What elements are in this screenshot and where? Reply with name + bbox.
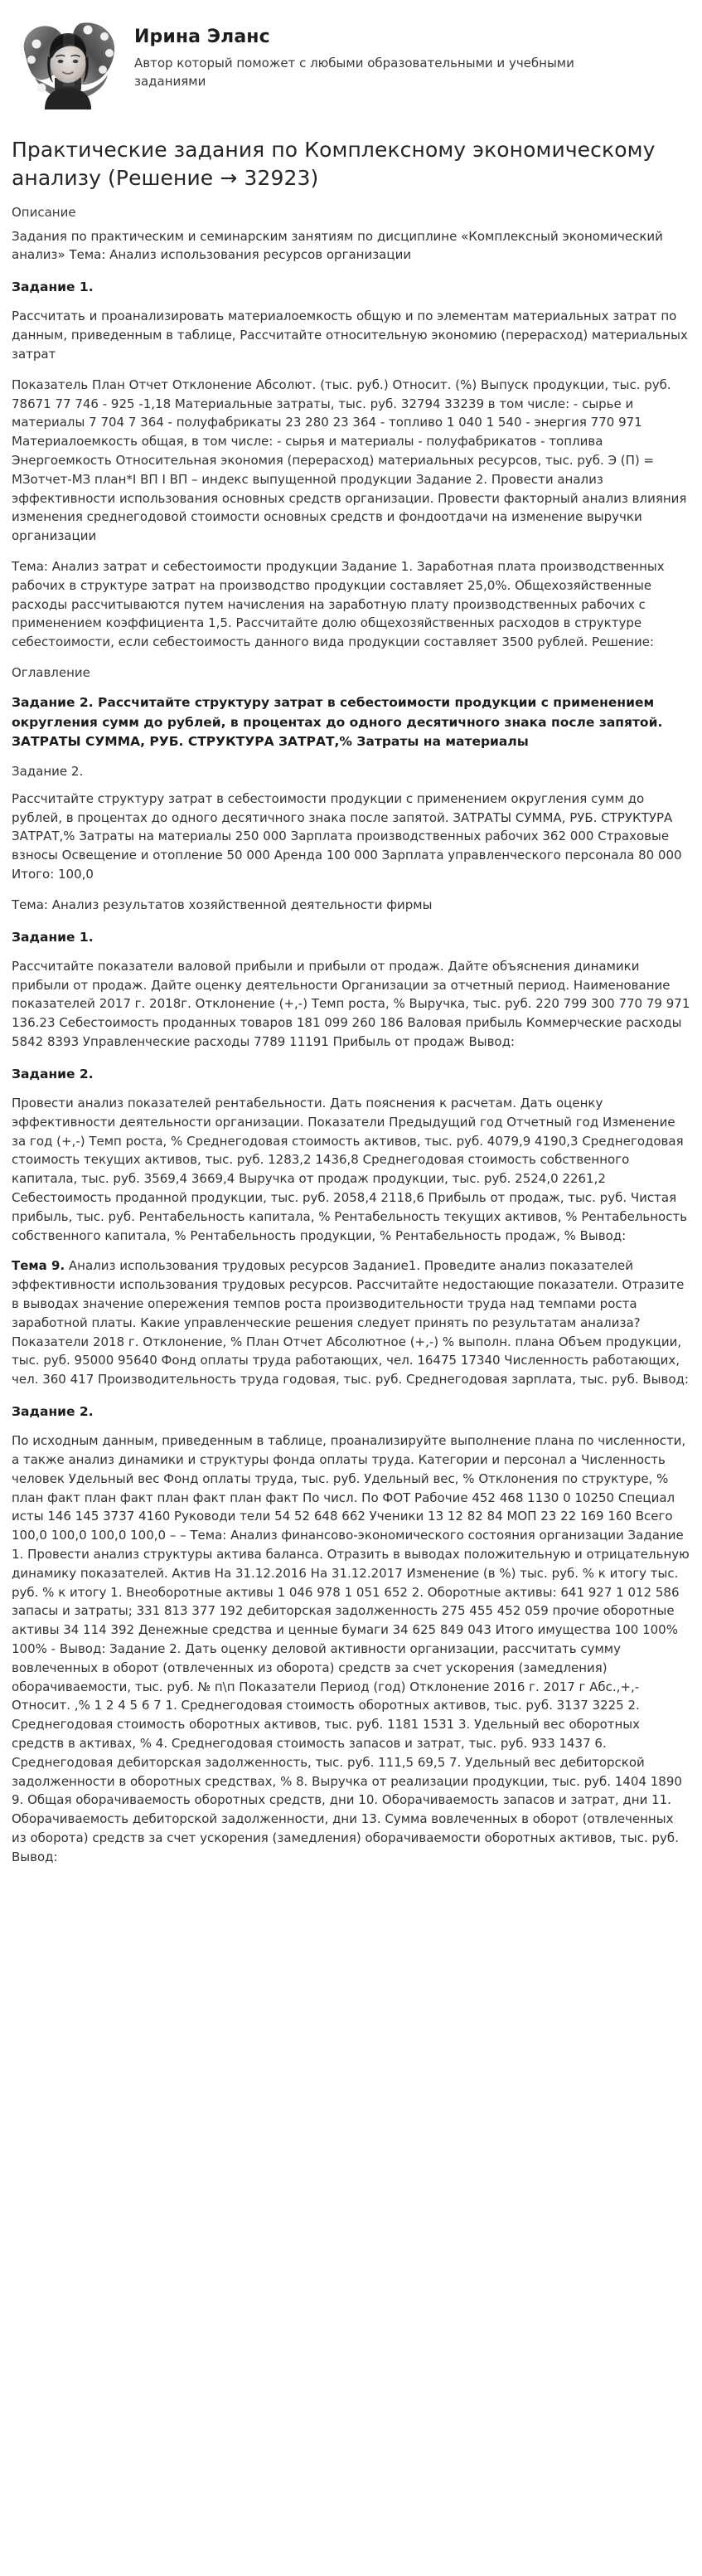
results-task-2-body: Провести анализ показателей рентабельности. Дать пояснения к расчетам. Дать оценку эффективности деятельности организации. Показатели Предыдущий год Отчетный год Изменение за год (+,-) Темп роста, % Среднегодовая стоимость активов, тыс. руб. 4079,9 4190,3 Среднегодовая стоимость текущих активов, тыс. руб. 1283,2 1436,8 Среднегодовая стоимость собственного капитала, тыс. руб. 3569,4 3669,4 Выручка от продаж продукции, тыс. руб. 2524,0 2261,2 Себестоимость проданной продукции, тыс. руб. 2058,4 2118,6 Прибыль от продаж, тыс. руб. Чистая прибыль, тыс. руб. Рентабельность капитала, % Рентабельность текущих активов, % Рентабельность собственного капитала, % Рентабельность продукции, % Рентабельность продаж, % Вывод: [12,1096,688,1243]
theme-9-task-2-heading: Задание 2. [12,1404,94,1420]
intro-paragraph: Задания по практическим и семинарским занятиям по дисциплине «Комплексный экономический анализ» Тема: Анализ использования ресурсов организации [12,228,663,263]
author-header [12,13,690,118]
task-1-data-table-text: Показатель План Отчет Отклонение Абсолют. (тыс. руб.) Относит. (%) Выпуск продукции, тыс. руб. 78671 77 746 - 925 -1,18 Материальные затраты, тыс. руб. 32794 33239 в том числе: - сырье и материалы 7 704 7 364 - полуфабрикаты 23 280 23 364 - топливо 1 040 1 540 - энергия 770 971 Материалоемкость общая, в том числе: - сырья и материалы - полуфабрикатов - топлива Энергоемкость Относительная экономия (перерасход) материальных ресурсов, тыс. руб. Э (П) = МЗотчет-МЗ план*I ВП I ВП – индекс выпущенной продукции Задание 2. Провести анализ эффективности использования основных средств организации. Провести факторный анализ влияния изменения среднегодовой стоимости основных средств и фондоотдачи на изменение выручки организации [12,377,687,544]
author-name: Ирина Эланс [134,27,270,47]
task-2-subheading: Задание 2. [12,764,84,780]
theme-results-label: Тема: Анализ результатов хозяйственной деятельности фирмы [12,897,433,912]
task-2-body: Рассчитайте структуру затрат в себестоимости продукции с применением округления сумм до рублей, в процентах до одного десятичного знака после запятой. ЗАТРАТЫ СУММА, РУБ. СТРУКТУРА ЗАТРАТ,% Затраты на материалы 250 000 Зарплата производственных рабочих 362 000 Страховые взносы Освещение и отопление 50 000 Аренда 100 000 Зарплата управленческого персонала 80 000 Итого: 100,0 [12,790,682,882]
task-2-heading: Задание 2. Рассчитайте структуру затрат в себестоимости продукции с применением округления сумм до рублей, в процентах до одного десятичного знака после запятой. ЗАТРАТЫ СУММА, РУБ. СТРУКТУРА ЗАТРАТ,% Затраты на материалы [12,695,663,750]
theme-9-label: Тема 9. [12,1258,65,1274]
theme-cost-paragraph: Тема: Анализ затрат и себестоимости продукции Задание 1. Заработная плата производственных рабочих в структуре затрат на производство продукции составляет 25,0%. Общехозяйственные расходы рассчитываются путем начисления на заработную плату производственных рабочих с применением коэффициента 1,5. Рассчитайте долю общехозяйственных расходов в структуре себестоимости, если себестоимость данного вида продукции составляет 3500 рублей. Решение: [12,558,665,650]
theme-9-task-2-body: По исходным данным, приведенным в таблице, проанализируйте выполнение плана по численности, а также анализ динамики и структуры фонда оплаты труда. Категории и персонал а Численность человек Удельный вес Фонд оплаты труда, тыс. руб. Удельный вес, % Отклонения по структуре, % план факт план факт план факт план факт По числ. По ФОТ Рабочие 452 468 1130 0 10250 Специал исты 146 145 3737 4160 Руководи тели 54 52 648 662 Ученики 13 12 82 84 МОП 23 22 169 160 Всего 100,0 100,0 100,0 100,0 – – Тема: Анализ финансово-экономического состояния организации Задание 1. Провести анализ структуры актива баланса. Отразить в выводах положительную и отрицательную динамику показателей. Актив На 31.12.2016 На 31.12.2017 Изменение (в %) тыс. руб. % к итогу тыс. руб. % к итогу 1. Внеоборотные активы 1 046 978 1 051 652 2. Оборотные активы: 641 927 1 012 586 запасы и затраты; 331 813 377 192 дебиторская задолженность 275 455 452 059 прочие оборотные активы 34 114 392 Денежные средства и ценные бумаги 34 625 849 043 Итого имущества 100 100% 100% - Вывод: Задание 2. Дать оценку деловой активности организации, рассчитать сумму вовлеченных в оборот (отвлеченных из оборота) средств за счет ускорения (замедления) оборачиваемости, тыс. руб. № п\п Показатели Период (год) Отклонение 2016 г. 2017 г Абс.,+,- Относит. ,% 1 2 4 5 6 7 1. Среднегодовая стоимость оборотных активов, тыс. руб. 3137 3225 2. Среднегодовая стоимость оборотных активов, тыс. руб. 1181 1531 3. Удельный вес оборотных средств в активах, % 4. Среднегодовая стоимость запасов и затрат, тыс. руб. 933 1437 6. Среднегодовая дебиторская задолженность, тыс. руб. 111,5 69,5 7. Удельный вес дебиторской задолженности в оборотных средствах, % 8. Выручка от реализации продукции, тыс. руб. 1404 1890 9. Общая оборачиваемость оборотных средств, дни 10. Оборачиваемость запасов и затрат, дни 11. Оборачиваемость дебиторской задолженности, дни 13. Сумма вовлеченных в оборот (отвлеченных из оборота) средств за счет ускорения (замедления) оборачиваемости оборотных активов, тыс. руб. Вывод: [12,1433,690,1864]
author-tagline: Автор который поможет с любыми образовательными и учебными заданиями [134,56,574,90]
theme-9-paragraph [12,1256,690,1389]
task-1-paragraph-1: Рассчитать и проанализировать материалоемкость общую и по элементам материальных затрат по данным, приведенным в таблице, Рассчитайте относительную экономию (перерасход) материальных затрат [12,309,688,362]
author-meta [134,17,598,91]
description-label: Описание [12,205,76,220]
task-1-heading: Задание 1. [12,279,94,295]
toc-label: Оглавление [12,664,90,680]
results-task-1-heading: Задание 1. [12,929,94,945]
author-avatar-photo [17,17,123,109]
page-title: Практические задания по Комплексному экономическому анализу (Решение → 32923) [12,138,656,190]
results-task-1-body: Рассчитайте показатели валовой прибыли и прибыли от продаж. Дайте объяснения динамики прибыли от продаж. Дайте оценку деятельности Организации за отчетный период. Наименование показателей 2017 г. 2018г. Отклонение (+,-) Темп роста, % Выручка, тыс. руб. 220 799 300 770 79 971 136.23 Себестоимость проданных товаров 181 099 260 186 Валовая прибыль Коммерческие расходы 5842 8393 Управленческие расходы 7789 11191 Прибыль от продаж Вывод: [12,958,690,1050]
theme-9-text: Анализ использования трудовых ресурсов Задание1. Проведите анализ показателей эффективности использования трудовых ресурсов. Рассчитайте недостающие показатели. Отразите в выводах значение опережения темпов роста производительности труда над темпами роста заработной платы. Какие управленческие решения следует принять по результатам анализа? Показатели 2018 г. Отклонение, % План Отчет Абсолютное (+,-) % выполн. плана Объем продукции, тыс. руб. 95000 95640 Фонд оплаты труда работающих, чел. 16475 17340 Численность работающих, чел. 360 417 Производительность труда годовая, тыс. руб. Среднегодовая зарплата, тыс. руб. Вывод: [12,1258,689,1388]
results-task-2-heading: Задание 2. [12,1066,94,1081]
